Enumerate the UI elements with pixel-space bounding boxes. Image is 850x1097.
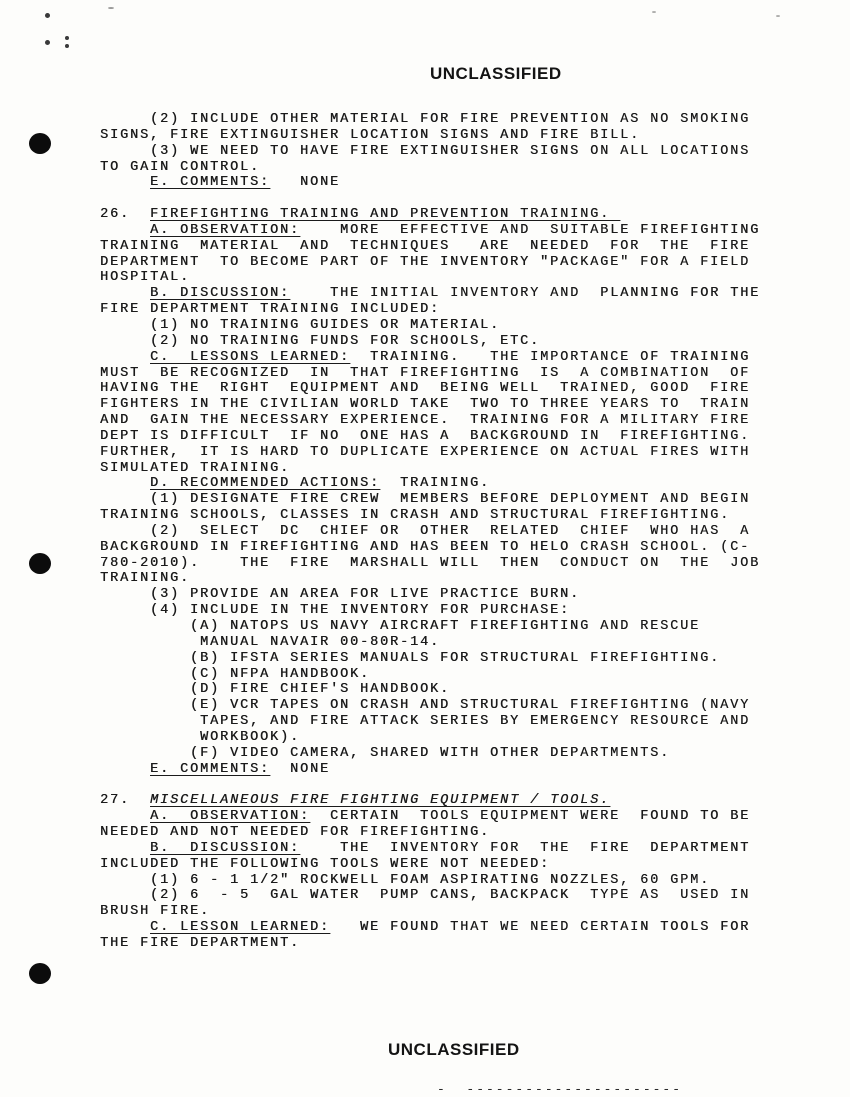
text-line <box>100 920 760 936</box>
scan-speck <box>45 40 50 45</box>
text-segment: (A) NATOPS US NAVY AIRCRAFT FIREFIGHTING AND RESCUE <box>100 619 701 634</box>
text-line <box>100 191 760 207</box>
text-line <box>100 286 760 302</box>
text-segment: (3) WE NEED TO HAVE FIRE EXTINGUISHER SIGNS ON ALL LOCATIONS <box>100 143 751 159</box>
text-line <box>100 461 760 477</box>
text-line <box>100 381 760 397</box>
text-line <box>100 112 760 128</box>
text-line <box>100 255 760 271</box>
text-segment: 26. <box>100 207 151 223</box>
text-line <box>100 936 760 952</box>
text-segment: 27. <box>100 793 151 809</box>
text-line <box>100 619 760 635</box>
text-line <box>100 239 760 255</box>
text-segment: FIGHTERS IN THE CIVILIAN WORLD TAKE TWO TO THREE YEARS TO TRAIN <box>100 397 751 413</box>
underlined-text: A. OBSERVATION: <box>150 222 301 238</box>
text-segment: (2) INCLUDE OTHER MATERIAL FOR FIRE PREVENTION AS NO SMOKING <box>100 112 751 127</box>
text-segment: (C) NFPA HANDBOOK. <box>100 666 371 682</box>
text-segment: (2) 6 - 5 GAL WATER PUMP CANS, BACKPACK TYPE AS USED IN <box>100 888 751 904</box>
text-line <box>100 223 760 239</box>
text-segment: BACKGROUND IN FIREFIGHTING AND HAS BEEN TO HELO CRASH SCHOOL. (C- <box>100 539 751 555</box>
text-line <box>100 857 760 873</box>
text-segment: MANUAL NAVAIR 00-80R-14. <box>100 634 441 650</box>
text-line <box>100 762 760 778</box>
text-segment: HOSPITAL. <box>100 270 191 286</box>
text-line <box>100 144 760 160</box>
text-line <box>100 270 760 286</box>
text-line <box>100 445 760 461</box>
text-segment: (E) VCR TAPES ON CRASH AND STRUCTURAL FIREFIGHTING (NAVY <box>100 698 751 714</box>
text-segment: HAVING THE RIGHT EQUIPMENT AND BEING WELL TRAINED, GOOD FIRE <box>100 381 751 397</box>
text-segment: THE FIRE DEPARTMENT. <box>100 935 301 951</box>
text-segment: (B) IFSTA SERIES MANUALS FOR STRUCTURAL FIREFIGHTING. <box>100 650 721 666</box>
scan-speck <box>45 13 50 18</box>
text-segment: FIRE DEPARTMENT TRAINING INCLUDED: <box>100 302 441 318</box>
text-segment: WE FOUND THAT WE NEED CERTAIN TOOLS FOR <box>330 920 751 936</box>
text-segment <box>100 286 150 301</box>
text-segment: MORE EFFECTIVE AND SUITABLE FIREFIGHTING <box>300 222 761 238</box>
text-line <box>100 587 760 603</box>
text-segment: (4) INCLUDE IN THE INVENTORY FOR PURCHASE: <box>100 603 571 619</box>
text-segment: DEPT IS DIFFICULT IF NO ONE HAS A BACKGROUND IN FIREFIGHTING. <box>100 428 751 444</box>
underlined-text: C. LESSONS LEARNED: <box>150 349 351 365</box>
text-line <box>100 714 760 730</box>
text-line <box>100 350 760 366</box>
text-line <box>100 334 760 350</box>
text-line <box>100 682 760 698</box>
text-segment: TRAINING. <box>380 476 491 492</box>
text-segment: (3) PROVIDE AN AREA FOR LIVE PRACTICE BURN. <box>100 587 581 603</box>
text-segment: (1) DESIGNATE FIRE CREW MEMBERS BEFORE DEPLOYMENT AND BEGIN <box>100 492 751 508</box>
text-segment: SIMULATED TRAINING. <box>100 460 291 476</box>
scan-speck <box>776 15 780 17</box>
text-line <box>100 160 760 176</box>
text-segment: SIGNS, FIRE EXTINGUISHER LOCATION SIGNS AND FIRE BILL. <box>100 127 641 143</box>
text-line <box>100 429 760 445</box>
text-line <box>100 524 760 540</box>
scan-speck <box>65 44 69 48</box>
text-segment <box>100 762 150 777</box>
underlined-text: A. OBSERVATION: <box>150 809 311 825</box>
text-line <box>100 825 760 841</box>
text-line <box>100 873 760 889</box>
text-segment: (2) NO TRAINING FUNDS FOR SCHOOLS, ETC. <box>100 333 541 349</box>
text-segment: 780-2010). THE FIRE MARSHALL WILL THEN CONDUCT ON THE JOB <box>100 555 761 571</box>
hole-punch-top <box>29 133 51 154</box>
scan-speck <box>652 11 656 13</box>
text-line <box>100 366 760 382</box>
underlined-text: E. COMMENTS: <box>150 761 271 777</box>
text-segment: DEPARTMENT TO BECOME PART OF THE INVENTORY "PACKAGE" FOR A FIELD <box>100 254 751 270</box>
underlined-text: E. COMMENTS: <box>150 175 271 191</box>
text-segment <box>100 841 150 856</box>
text-segment: TRAINING. THE IMPORTANCE OF TRAINING <box>350 349 751 365</box>
text-line <box>100 207 760 223</box>
underlined-text: FIREFIGHTING TRAINING AND PREVENTION TRAINING. <box>150 207 621 223</box>
text-line <box>100 571 760 587</box>
text-line <box>100 730 760 746</box>
text-segment: THE INITIAL INVENTORY AND PLANNING FOR THE <box>290 286 761 302</box>
text-line <box>100 667 760 683</box>
text-segment: (1) 6 - 1 1/2" ROCKWELL FOAM ASPIRATING NOZZLES, 60 GPM. <box>100 872 711 888</box>
text-segment: TRAINING. <box>100 571 191 587</box>
text-line <box>100 809 760 825</box>
text-segment <box>100 350 150 365</box>
document-body <box>100 112 760 952</box>
classification-footer: UNCLASSIFIED <box>388 1040 520 1059</box>
text-segment: NONE <box>270 175 341 191</box>
text-segment: TRAINING MATERIAL AND TECHNIQUES ARE NEEDED FOR THE FIRE <box>100 238 751 254</box>
text-segment: WORKBOOK). <box>100 729 301 745</box>
text-line <box>100 492 760 508</box>
text-line <box>100 635 760 651</box>
hole-punch-middle <box>29 553 51 574</box>
text-segment: INCLUDED THE FOLLOWING TOOLS WERE NOT NEEDED: <box>100 856 551 872</box>
text-segment: THE INVENTORY FOR THE FIRE DEPARTMENT <box>300 840 751 856</box>
text-segment: MUST BE RECOGNIZED IN THAT FIREFIGHTING IS A COMBINATION OF <box>100 365 751 381</box>
text-line <box>100 397 760 413</box>
text-line <box>100 302 760 318</box>
underlined-text: B. DISCUSSION: <box>150 840 301 856</box>
text-line <box>100 904 760 920</box>
text-segment: (1) NO TRAINING GUIDES OR MATERIAL. <box>100 317 501 333</box>
text-line <box>100 413 760 429</box>
text-segment <box>100 223 150 238</box>
text-segment: TRAINING SCHOOLS, CLASSES IN CRASH AND STRUCTURAL FIREFIGHTING. <box>100 508 731 524</box>
text-line <box>100 746 760 762</box>
text-segment <box>100 920 150 935</box>
text-line <box>100 841 760 857</box>
hole-punch-bottom <box>29 963 51 984</box>
text-segment: NEEDED AND NOT NEEDED FOR FIREFIGHTING. <box>100 824 491 840</box>
text-line <box>100 651 760 667</box>
text-line <box>100 888 760 904</box>
text-segment: CERTAIN TOOLS EQUIPMENT WERE FOUND TO BE <box>310 809 751 825</box>
scan-speck <box>108 7 114 9</box>
text-segment: NONE <box>270 761 331 777</box>
text-segment: (2) SELECT DC CHIEF OR OTHER RELATED CHIEF WHO HAS A <box>100 523 751 539</box>
text-line <box>100 698 760 714</box>
scan-speck <box>65 36 69 40</box>
text-line <box>100 793 760 809</box>
text-segment <box>100 175 150 190</box>
underlined-text: B. DISCUSSION: <box>150 286 291 302</box>
text-segment: FURTHER, IT IS HARD TO DUPLICATE EXPERIENCE ON ACTUAL FIRES WITH <box>100 444 751 460</box>
text-line <box>100 777 760 793</box>
text-segment: AND GAIN THE NECESSARY EXPERIENCE. TRAINING FOR A MILITARY FIRE <box>100 413 751 429</box>
text-line <box>100 476 760 492</box>
text-line <box>100 540 760 556</box>
text-line <box>100 175 760 191</box>
text-segment: BRUSH FIRE. <box>100 904 211 920</box>
text-line <box>100 128 760 144</box>
text-segment <box>100 809 150 824</box>
text-line <box>100 603 760 619</box>
underlined-text: C. LESSON LEARNED: <box>150 920 331 936</box>
text-segment: (D) FIRE CHIEF'S HANDBOOK. <box>100 682 451 698</box>
text-line <box>100 556 760 572</box>
text-segment: (F) VIDEO CAMERA, SHARED WITH OTHER DEPARTMENTS. <box>100 745 671 761</box>
text-line <box>100 318 760 334</box>
classification-header: UNCLASSIFIED <box>430 64 562 83</box>
text-segment: TO GAIN CONTROL. <box>100 159 261 175</box>
underlined-text: MISCELLANEOUS FIRE FIGHTING EQUIPMENT / TOOLS. <box>150 793 611 809</box>
text-segment: TAPES, AND FIRE ATTACK SERIES BY EMERGENCY RESOURCE AND <box>100 714 751 730</box>
text-line <box>100 508 760 524</box>
bottom-dash-marks: - ---------------------- <box>437 1082 683 1097</box>
underlined-text: D. RECOMMENDED ACTIONS: <box>150 476 381 492</box>
text-segment <box>100 476 150 491</box>
